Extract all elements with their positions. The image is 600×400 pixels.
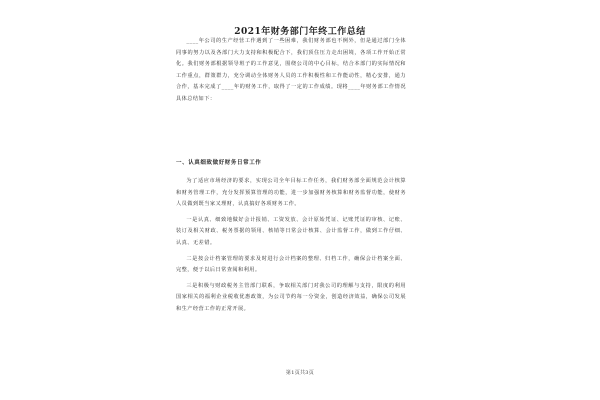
intro-paragraph: ____年公司的生产经营工作遇到了一些困难，我们财务部也不例外，但是通过部门全体同事的努力以及各部门大力支持和积极配合下，我们顶住压力走出困境，各项工作开始正常化。我们财务部根据领导班子的工作意见，围绕公司的中心目标，结合本部门的实际情况和工作重点，群策群力，充分调动全体财务人员的工作积极性和工作能动性，精心安排，通力合作，基本完成了____年的财务工作，取得了一定的工作成绩。现将____年财务部工作情况具体总结如下： [176, 38, 406, 102]
page-title: 2021年财务部门年终工作总结 [234, 27, 366, 37]
section-paragraph-3: 二是按会计档案管理的要求及时进行会计档案的整理、归档工作，确保会计档案全面、完整，便于以后日常查阅和利用。 [176, 255, 406, 274]
page-number: 第1页共3页 [285, 370, 315, 376]
section-body [176, 176, 406, 316]
section-paragraph-4: 三是积极与财政税务主管部门联系，争取相关部门对我公司的理解与支持，限度的利用国家相关的福利企业税收优惠政策，为公司节约每一分资金，创造经济效益，确保公司发展和生产经营工作的正常开展。 [176, 282, 406, 312]
section-paragraph-2: 一是认真、细致地做好会计报销、工资发放、会计原始凭证、记账凭证的审核、记账、装订及相关财政、税务票据的领用、核销等日常会计核算、会计监督工作，做到工作仔细、认真、无差错。 [176, 216, 406, 246]
section-paragraph-1: 为了适应市场经济的要求，实现公司全年目标工作任务，我们财务部全面规范会计核算和财务管理工作，充分发挥预算管理的功能，进一步加强财务核算和财务监督功能，使财务人员做到既当家又理财，认真搞好各项财务工作。 [176, 178, 406, 208]
section-heading: 一、认真细致做好财务日常工作 [176, 160, 262, 166]
intro-paragraph-block [176, 36, 406, 106]
